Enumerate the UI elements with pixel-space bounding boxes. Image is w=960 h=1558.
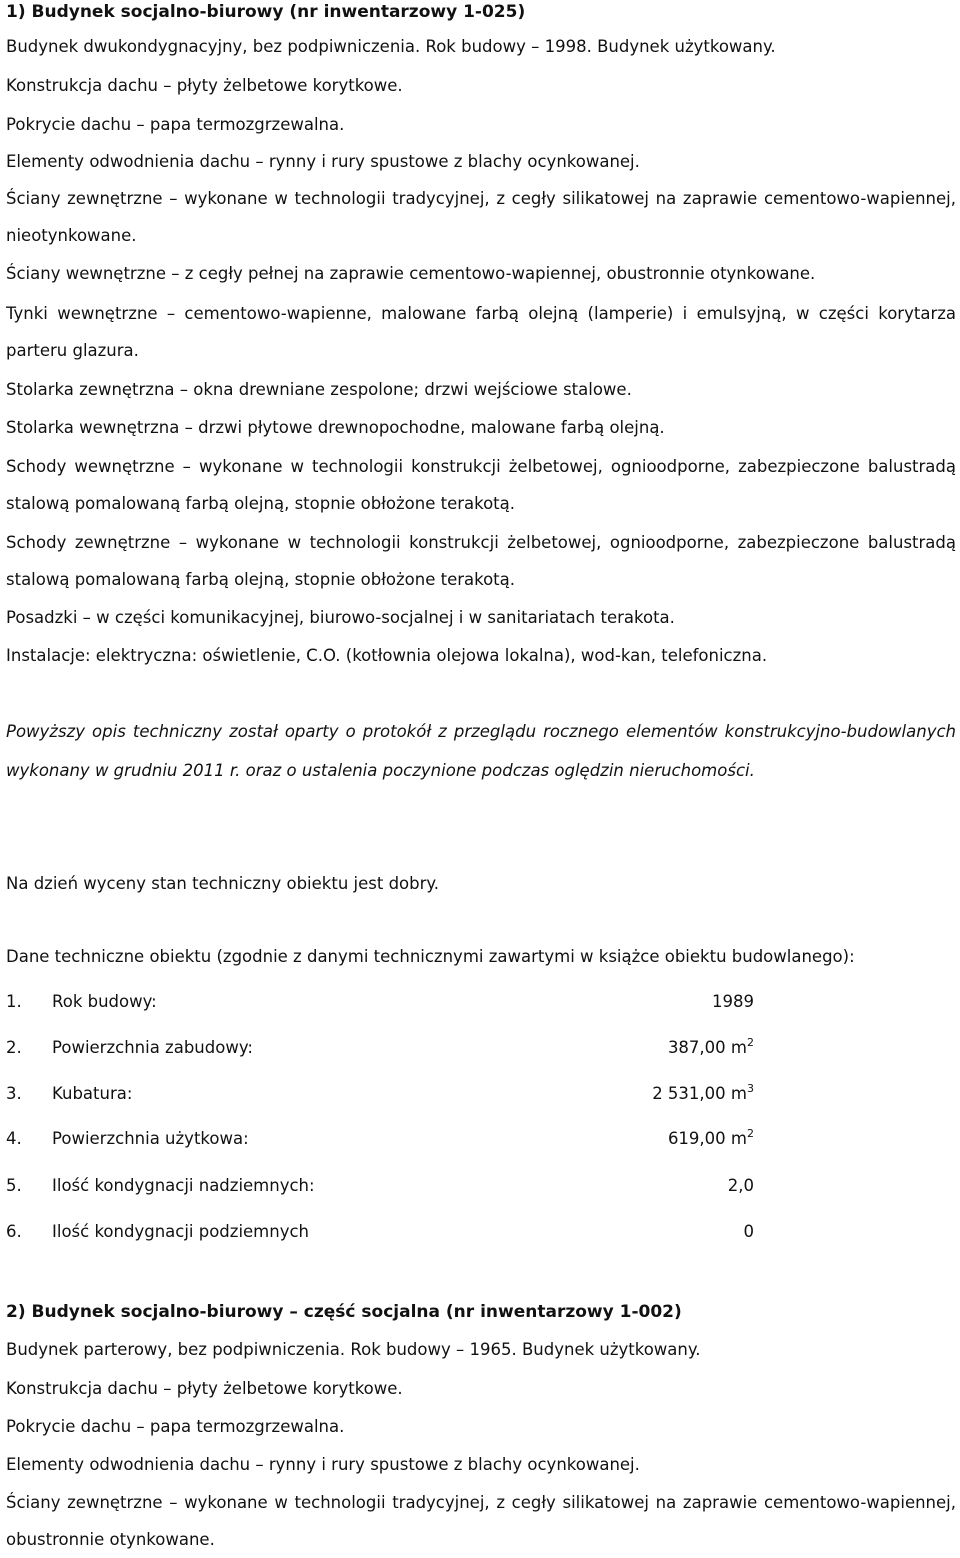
paragraph-condition: Na dzień wyceny stan techniczny obiektu jest dobry. xyxy=(6,874,440,893)
paragraph-plaster: Tynki wewnętrzne – cementowo-wapienne, malowane farbą olejną (lamperie) i emulsyjną, w części korytarza parteru glazura. xyxy=(6,304,956,360)
paragraph-external-walls: Ściany zewnętrzne – wykonane w technologii tradycyjnej, z cegły silikatowej na zaprawie cementowo-wapiennej, nieotynkowane. xyxy=(6,189,956,245)
spec-item-year xyxy=(6,991,754,1013)
spec-item-floors-below xyxy=(6,1221,754,1243)
spec-label: Ilość kondygnacji nadziemnych: xyxy=(52,1176,315,1195)
spec-value: 2,0 xyxy=(727,1176,754,1195)
spec-label: Rok budowy: xyxy=(52,992,157,1011)
paragraph-external-stairs: Schody zewnętrzne – wykonane w technologii konstrukcji żelbetowej, ognioodporne, zabezpieczone balustradą stalową pomalowaną farbą olejną, stopnie obłożone terakotą. xyxy=(6,533,956,589)
paragraph-roof-covering: Pokrycie dachu – papa termozgrzewalna. xyxy=(6,115,345,134)
spec-unit-exponent: 2 xyxy=(747,1127,754,1140)
spec-unit-exponent: 3 xyxy=(747,1082,754,1095)
spec-unit: m xyxy=(730,1038,747,1057)
paragraph-roof-structure: Konstrukcja dachu – płyty żelbetowe korytkowe. xyxy=(6,76,403,95)
paragraph-external-joinery: Stolarka zewnętrzna – okna drewniane zespolone; drzwi wejściowe stalowe. xyxy=(6,380,632,399)
paragraph-floors: Posadzki – w części komunikacyjnej, biurowo-socjalnej i w sanitariatach terakota. xyxy=(6,608,675,627)
spec-number: 1. xyxy=(6,992,22,1011)
spec-label: Powierzchnia zabudowy: xyxy=(52,1038,253,1057)
paragraph-inspection-note: Powyższy opis techniczny został oparty o protokół z przeglądu rocznego elementów konstrukcyjno-budowlanych wykonany w grudniu 2011 r. oraz o ustalenia poczynione podczas oględzin nieruchomości. xyxy=(6,722,956,780)
paragraph-internal-stairs: Schody wewnętrzne – wykonane w technologii konstrukcji żelbetowej, ognioodporne, zabezpieczone balustradą stalową pomalowaną farbą olejną, stopnie obłożone terakotą. xyxy=(6,457,956,513)
spec-number: 4. xyxy=(6,1129,22,1148)
paragraph-building-info: Budynek parterowy, bez podpiwniczenia. Rok budowy – 1965. Budynek użytkowany. xyxy=(6,1340,701,1359)
section-heading-2: 2) Budynek socjalno-biurowy – część socjalna (nr inwentarzowy 1-002) xyxy=(6,1302,682,1322)
spec-value: 2 531,00 $m^3$ xyxy=(652,1082,754,1103)
spec-item-usable-area xyxy=(6,1128,754,1150)
paragraph-installations: Instalacje: elektryczna: oświetlenie, C.O. (kotłownia olejowa lokalna), wod-kan, telefoniczna. xyxy=(6,646,768,665)
spec-number: 3. xyxy=(6,1084,22,1103)
spec-value: 619,00 $m^2$ xyxy=(667,1127,754,1148)
paragraph-drainage: Elementy odwodnienia dachu – rynny i rury spustowe z blachy ocynkowanej. xyxy=(6,1455,640,1474)
spec-value: 1989 xyxy=(712,992,754,1011)
spec-label: Kubatura: xyxy=(52,1084,133,1103)
spec-label: Ilość kondygnacji podziemnych xyxy=(52,1222,310,1241)
paragraph-internal-walls: Ściany wewnętrzne – z cegły pełnej na zaprawie cementowo-wapiennej, obustronnie otynkowane. xyxy=(6,264,816,283)
paragraph-external-walls: Ściany zewnętrzne – wykonane w technologii tradycyjnej, z cegły silikatowej na zaprawie cementowo-wapiennej, obustronnie otynkowane. xyxy=(6,1493,956,1549)
paragraph-roof-covering: Pokrycie dachu – papa termozgrzewalna. xyxy=(6,1417,345,1436)
spec-label: Powierzchnia użytkowa: xyxy=(52,1129,249,1148)
spec-value: 0 xyxy=(743,1222,754,1241)
spec-item-built-area xyxy=(6,1037,754,1059)
spec-unit: m xyxy=(730,1129,747,1148)
section-heading-1: 1) Budynek socjalno-biurowy (nr inwentarzowy 1-025) xyxy=(6,2,526,22)
paragraph-roof-structure: Konstrukcja dachu – płyty żelbetowe korytkowe. xyxy=(6,1379,403,1398)
paragraph-internal-joinery: Stolarka wewnętrzna – drzwi płytowe drewnopochodne, malowane farbą olejną. xyxy=(6,418,665,437)
spec-number: 6. xyxy=(6,1222,22,1241)
paragraph-building-info: Budynek dwukondygnacyjny, bez podpiwniczenia. Rok budowy – 1998. Budynek użytkowany. xyxy=(6,37,776,56)
spec-number: 5. xyxy=(6,1176,22,1195)
paragraph-drainage: Elementy odwodnienia dachu – rynny i rury spustowe z blachy ocynkowanej. xyxy=(6,152,640,171)
spec-item-volume xyxy=(6,1083,754,1105)
spec-number: 2. xyxy=(6,1038,22,1057)
spec-item-floors-above xyxy=(6,1175,754,1197)
spec-value: 387,00 $m^2$ xyxy=(667,1036,754,1057)
paragraph-tech-intro: Dane techniczne obiektu (zgodnie z danymi technicznymi zawartymi w książce obiektu budowlanego): xyxy=(6,947,855,966)
spec-unit-exponent: 2 xyxy=(747,1036,754,1049)
spec-unit: m xyxy=(730,1084,747,1103)
